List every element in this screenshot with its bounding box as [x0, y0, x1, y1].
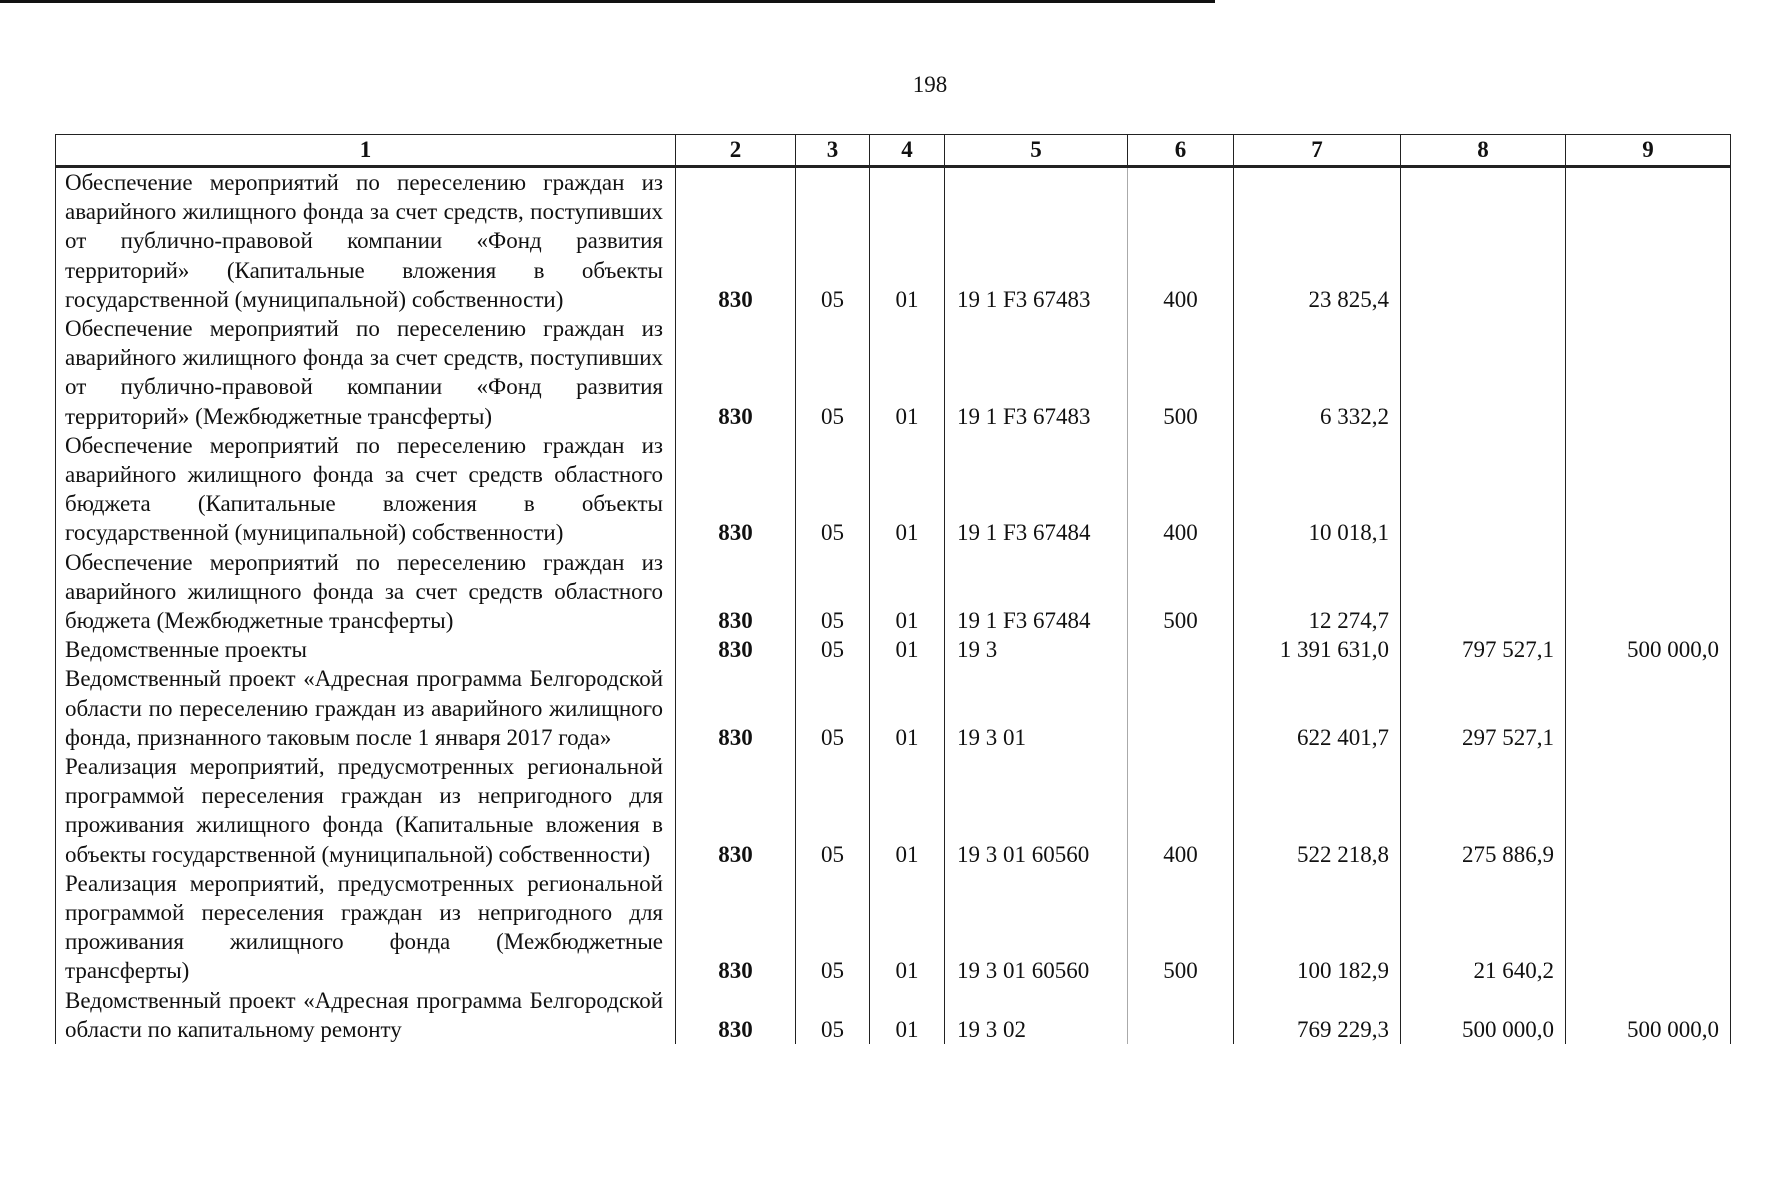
- cell-target-article: 19 3: [945, 635, 1128, 664]
- cell-section: 05: [796, 431, 870, 548]
- cell-amount-7: 10 018,1: [1234, 431, 1401, 548]
- cell-amount-8: [1401, 431, 1566, 548]
- cell-amount-8: 275 886,9: [1401, 752, 1566, 869]
- cell-target-article: 19 1 F3 67483: [945, 314, 1128, 431]
- cell-section: 05: [796, 869, 870, 986]
- cell-amount-8: [1401, 167, 1566, 315]
- cell-ministry-code: 830: [676, 664, 796, 752]
- cell-subsection: 01: [870, 664, 945, 752]
- cell-target-article: 19 3 01: [945, 664, 1128, 752]
- cell-section: 05: [796, 314, 870, 431]
- cell-amount-9: [1566, 314, 1731, 431]
- cell-amount-9: 500 000,0: [1566, 635, 1731, 664]
- cell-expense-type: [1128, 986, 1234, 1044]
- cell-amount-9: [1566, 752, 1731, 869]
- cell-ministry-code: 830: [676, 314, 796, 431]
- col-header-5: 5: [945, 135, 1128, 167]
- row-name: Обеспечение мероприятий по переселению граждан из аварийного жилищного фонда за счет средств областного бюджета (Межбюджетные трансферты): [56, 548, 676, 636]
- cell-expense-type: [1128, 635, 1234, 664]
- cell-amount-9: 500 000,0: [1566, 986, 1731, 1044]
- cell-subsection: 01: [870, 986, 945, 1044]
- cell-amount-9: [1566, 431, 1731, 548]
- cell-amount-8: 500 000,0: [1401, 986, 1566, 1044]
- cell-amount-9: [1566, 869, 1731, 986]
- header-row: [56, 135, 1731, 167]
- cell-amount-7: 522 218,8: [1234, 752, 1401, 869]
- cell-expense-type: 400: [1128, 752, 1234, 869]
- cell-ministry-code: 830: [676, 167, 796, 315]
- table-row: [56, 869, 1731, 986]
- cell-amount-8: [1401, 548, 1566, 636]
- row-name: Реализация мероприятий, предусмотренных региональной программой переселения граждан из непригодного для проживания жилищного фонда (Капитальные вложения в объекты государственной (муниципальной) собственности): [56, 752, 676, 869]
- cell-amount-7: 622 401,7: [1234, 664, 1401, 752]
- cell-ministry-code: 830: [676, 635, 796, 664]
- cell-section: 05: [796, 167, 870, 315]
- row-name: Реализация мероприятий, предусмотренных региональной программой переселения граждан из непригодного для проживания жилищного фонда (Межбюджетные трансферты): [56, 869, 676, 986]
- table-row: [56, 167, 1731, 315]
- cell-ministry-code: 830: [676, 548, 796, 636]
- row-name: Ведомственный проект «Адресная программа Белгородской области по переселению граждан из аварийного жилищного фонда, признанного таковым после 1 января 2017 года»: [56, 664, 676, 752]
- cell-subsection: 01: [870, 314, 945, 431]
- col-header-8: 8: [1401, 135, 1566, 167]
- cell-target-article: 19 1 F3 67484: [945, 548, 1128, 636]
- row-name: Ведомственный проект «Адресная программа Белгородской области по капитальному ремонту: [56, 986, 676, 1044]
- cell-subsection: 01: [870, 431, 945, 548]
- table-row: [56, 548, 1731, 636]
- cell-section: 05: [796, 664, 870, 752]
- cell-subsection: 01: [870, 869, 945, 986]
- cell-section: 05: [796, 635, 870, 664]
- cell-amount-8: 297 527,1: [1401, 664, 1566, 752]
- cell-target-article: 19 3 01 60560: [945, 752, 1128, 869]
- cell-ministry-code: 830: [676, 752, 796, 869]
- table-row: [56, 986, 1731, 1044]
- col-header-9: 9: [1566, 135, 1731, 167]
- cell-amount-9: [1566, 548, 1731, 636]
- cell-amount-7: 12 274,7: [1234, 548, 1401, 636]
- row-name: Ведомственные проекты: [56, 635, 676, 664]
- cell-amount-9: [1566, 664, 1731, 752]
- row-name: Обеспечение мероприятий по переселению граждан из аварийного жилищного фонда за счет средств областного бюджета (Капитальные вложения в объекты государственной (муниципальной) собственности): [56, 431, 676, 548]
- cell-expense-type: 500: [1128, 869, 1234, 986]
- cell-expense-type: 500: [1128, 314, 1234, 431]
- col-header-3: 3: [796, 135, 870, 167]
- cell-expense-type: 400: [1128, 431, 1234, 548]
- col-header-4: 4: [870, 135, 945, 167]
- top-rule: [0, 0, 1215, 3]
- cell-amount-7: 1 391 631,0: [1234, 635, 1401, 664]
- table-row: [56, 635, 1731, 664]
- cell-section: 05: [796, 548, 870, 636]
- cell-subsection: 01: [870, 635, 945, 664]
- col-header-7: 7: [1234, 135, 1401, 167]
- cell-expense-type: 500: [1128, 548, 1234, 636]
- budget-table-container: [55, 134, 1730, 1044]
- col-header-6: 6: [1128, 135, 1234, 167]
- cell-target-article: 19 3 02: [945, 986, 1128, 1044]
- cell-section: 05: [796, 986, 870, 1044]
- cell-ministry-code: 830: [676, 869, 796, 986]
- table-row: [56, 431, 1731, 548]
- cell-target-article: 19 1 F3 67484: [945, 431, 1128, 548]
- cell-amount-7: 100 182,9: [1234, 869, 1401, 986]
- cell-amount-8: 21 640,2: [1401, 869, 1566, 986]
- cell-amount-8: [1401, 314, 1566, 431]
- cell-amount-7: 23 825,4: [1234, 167, 1401, 315]
- cell-ministry-code: 830: [676, 986, 796, 1044]
- cell-expense-type: [1128, 664, 1234, 752]
- col-header-2: 2: [676, 135, 796, 167]
- cell-amount-8: 797 527,1: [1401, 635, 1566, 664]
- cell-subsection: 01: [870, 167, 945, 315]
- cell-amount-7: 769 229,3: [1234, 986, 1401, 1044]
- table-row: [56, 314, 1731, 431]
- cell-ministry-code: 830: [676, 431, 796, 548]
- cell-subsection: 01: [870, 548, 945, 636]
- row-name: Обеспечение мероприятий по переселению граждан из аварийного жилищного фонда за счет средств, поступивших от публично-правовой компании «Фонд развития территорий» (Межбюджетные трансферты): [56, 314, 676, 431]
- cell-target-article: 19 1 F3 67483: [945, 167, 1128, 315]
- cell-expense-type: 400: [1128, 167, 1234, 315]
- cell-amount-7: 6 332,2: [1234, 314, 1401, 431]
- budget-table: [55, 134, 1731, 1044]
- cell-subsection: 01: [870, 752, 945, 869]
- page-number: 198: [912, 72, 948, 97]
- cell-amount-9: [1566, 167, 1731, 315]
- cell-target-article: 19 3 01 60560: [945, 869, 1128, 986]
- col-header-1: 1: [56, 135, 676, 167]
- table-row: [56, 664, 1731, 752]
- cell-section: 05: [796, 752, 870, 869]
- row-name: Обеспечение мероприятий по переселению граждан из аварийного жилищного фонда за счет средств, поступивших от публично-правовой компании «Фонд развития территорий» (Капитальные вложения в объекты государственной (муниципальной) собственности): [56, 167, 676, 315]
- table-row: [56, 752, 1731, 869]
